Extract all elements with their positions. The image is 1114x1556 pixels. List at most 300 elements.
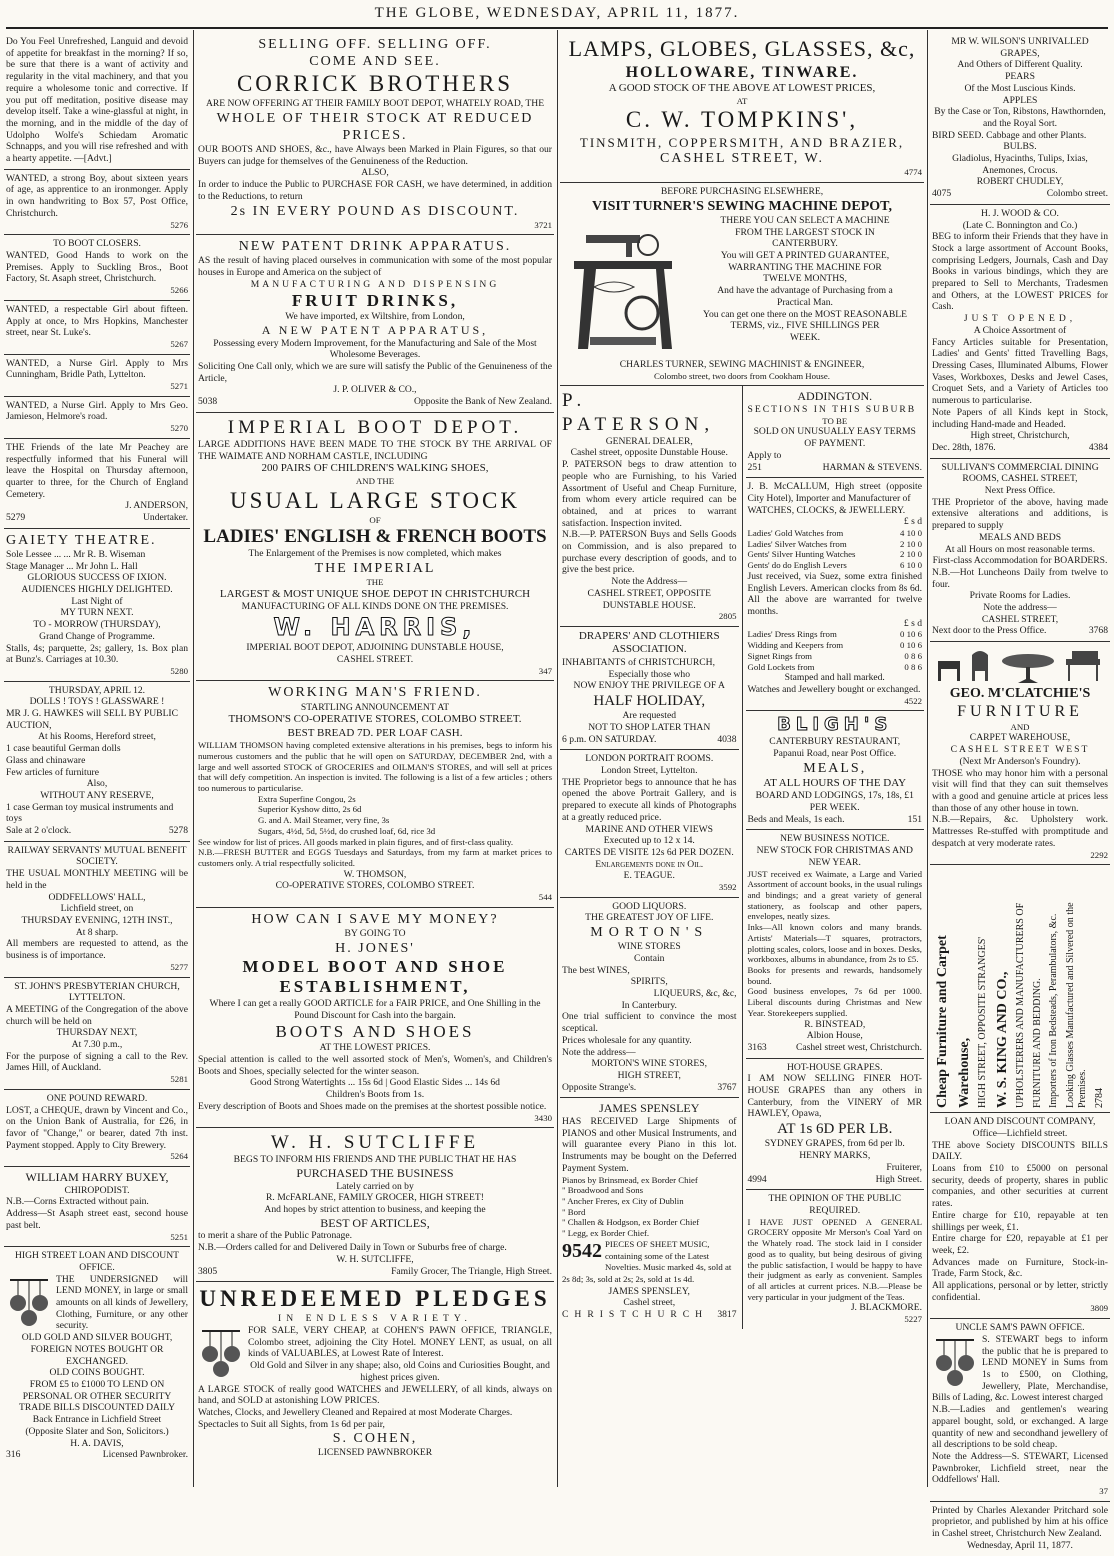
advert-sutcliffe <box>196 1128 554 1282</box>
advert-text: A MEETING of the Congregation of the above church will be held on <box>6 1003 188 1027</box>
advert-line: LIQUEURS, &c, &c, <box>653 988 737 1000</box>
advert-line: to merit a share of the Public Patronage. <box>198 1230 352 1242</box>
advert-signature: H. A. DAVIS, <box>70 1437 124 1449</box>
advert-signature: R. BINSTEAD, <box>804 1018 866 1030</box>
advert-line: THERE YOU CAN SELECT A MACHINE <box>720 214 890 226</box>
advert-title: BOOTS AND SHOES <box>275 1021 475 1041</box>
advert-text: N.B.—P. PATERSON Buys and Sells Goods on Commission, and is also prepared to purchase every description of goods, and to give the best price. <box>562 529 737 576</box>
advert-number: 2292 <box>1090 849 1108 860</box>
advert-line: Sole Lessee ... ... Mr R. B. Wiseman <box>6 548 146 560</box>
advert-line: And have the advantage of Purchasing from a <box>717 285 893 297</box>
advert-line: Colombo street. <box>1046 188 1108 200</box>
advert-number: 544 <box>538 892 552 903</box>
advert-line: R. McFARLANE, FAMILY GROCER, HIGH STREET! <box>266 1192 484 1204</box>
advert-line: GENERAL DEALER, <box>605 435 693 447</box>
advert-line: THURSDAY EVENING, 12TH INST., <box>21 914 173 926</box>
advert-line: Stalls, 4s; parquette, 2s; gallery, 1s. Box plan at Bunz's. Carriages at 10.30. <box>6 642 188 666</box>
advert-line: Warehouse, <box>956 1038 972 1109</box>
advert-line: Of the Most Luscious Kinds. <box>964 82 1076 94</box>
advert-line: AT ALL HOURS OF THE DAY <box>763 776 907 789</box>
advert-line: Good business envelopes, 7s 6d per 1000. Liberal discounts during Christmas and New Year. Storekeepers supplied. <box>747 986 922 1018</box>
imprint-text: Printed by Charles Alexander Pritchard sole proprietor, and published by him at his office in Cashel street, Christchurch New Zealand. <box>932 1504 1108 1540</box>
advert-text: WANTED, a Nurse Girl. Apply to Mrs Cunningham, Bridle Path, Lyttelton. <box>6 357 188 381</box>
price-row <box>748 528 923 539</box>
price-item: Ladies' Silver Watches from <box>747 538 847 549</box>
furniture-icon <box>932 645 1108 685</box>
advert-title: P. PATERSON, <box>562 390 716 435</box>
advert-text: WANTED, a respectable Girl about fifteen. Apply at once, to Mrs Hopkins, Manchester street, near St. Luke's. <box>6 303 188 339</box>
advert-line: High street, Christchurch, <box>970 430 1070 442</box>
advert-line: Children's Boots from 1s. <box>325 1089 425 1101</box>
advert-line: Stage Manager ... Mr John L. Hall <box>6 560 138 572</box>
price-row <box>748 640 923 651</box>
advert-paterson <box>560 386 739 627</box>
advert-line: See window for list of prices. All goods marked in plain figures, and of first-class quality. <box>198 836 514 847</box>
advert-heading: DRAPERS' AND CLOTHIERS ASSOCIATION. <box>578 629 720 656</box>
advert-line: N.B.—Orders called for and Delivered Daily in Town or Suburbs free of charge. <box>198 1242 507 1254</box>
advert-number: 37 <box>1099 1486 1108 1497</box>
advert-heading: LOAN AND DISCOUNT COMPANY, <box>944 1116 1096 1128</box>
advert-hothouse-grapes <box>746 1059 925 1191</box>
advert-buxey <box>4 1167 190 1247</box>
advert-wanted-boy <box>4 170 190 236</box>
advert-line: CASHEL STREET, OPPOSITE DUNSTABLE HOUSE. <box>587 587 711 611</box>
advert-number: 5277 <box>170 961 188 972</box>
advert-line: THURSDAY NEXT, <box>56 1027 138 1039</box>
advert-line: Entire charge for £20, repayable at £1 per week, £2. <box>932 1233 1108 1256</box>
advert-line: (Opposite Slater and Son, Solicitors.) <box>25 1425 169 1437</box>
advert-line: Albion House, <box>806 1030 863 1042</box>
advert-title: BLIGH'S <box>777 714 893 736</box>
advert-line: IMPERIAL BOOT DEPOT, ADJOINING DUNSTABLE HOUSE, <box>246 642 504 654</box>
advert-text: SECTIONS IN THIS SUBURB <box>747 404 917 415</box>
advert-line: TO - MORROW (THURSDAY), <box>33 619 161 631</box>
advert-gaiety-theatre <box>4 529 190 682</box>
advert-line: CHIROPODIST. <box>64 1184 130 1196</box>
advert-line: The Enlargement of the Premises is now completed, which makes <box>248 548 502 560</box>
advert-line: SYDNEY GRAPES, from 6d per lb. <box>764 1138 905 1150</box>
advert-line: NOW ENJOY THE PRIVILEGE OF A <box>573 680 725 692</box>
advert-number: 5227 <box>904 1314 922 1325</box>
masthead: THE GLOBE, WEDNESDAY, APRIL 11, 1877. <box>374 5 740 21</box>
advert-title: UNREDEEMED PLEDGES <box>199 1286 551 1312</box>
advert-line: Next door to the Press Office. <box>932 625 1047 637</box>
advert-line: WARRANTING THE MACHINE FOR <box>728 261 882 273</box>
advert-number: 4384 <box>1088 441 1108 453</box>
advert-text: WILLIAM THOMSON having completed extensive alterations in his premises, begs to inform his numerous customers and the public that he will open on SATURDAY, DECEMBER 2nd, with a large and well assorted STOCK of GROCERIES and OILMAN'S STORES, and will sell at prices that will defy competition. An inspection is invited. The following is a list of a few articles ; others too numerous to particularise. <box>198 740 552 793</box>
advert-number: 5281 <box>170 1074 188 1085</box>
advert-nurse-girl-2 <box>4 397 190 439</box>
advert-role: LICENSED PAWNBROKER <box>317 1447 433 1459</box>
column-rule <box>927 30 928 1487</box>
advert-line: One trial sufficient to convince the most sceptical. <box>562 1011 737 1035</box>
advert-number: 3767 <box>717 1081 737 1093</box>
advert-line: Pianos by Brinsmead, ex Border Chief " Broadwood and Sons " Ancher Freres, ex City of Dublin " Bord " Challen & Hodgson, ex Border Chief " Legg, ex Border Chief. <box>562 1174 700 1239</box>
advert-blackmore <box>746 1190 925 1329</box>
advert-drink-apparatus <box>196 235 554 412</box>
advert-heading: HIGH STREET LOAN AND DISCOUNT OFFICE. <box>15 1250 179 1273</box>
advert-title: H. JONES' <box>335 940 415 956</box>
advert-line: NEW STOCK FOR CHRISTMAS AND NEW YEAR. <box>756 845 913 868</box>
advert-line: HIGH STREET, <box>617 1069 681 1081</box>
advert-line: IN ENDLESS VARIETY. <box>278 1313 472 1325</box>
advert-line: AT <box>736 95 748 106</box>
advert-line: MANUFACTURING OF ALL KINDS DONE ON THE PREMISES. <box>241 601 509 613</box>
advert-heading: APPLES <box>1002 94 1038 106</box>
advert-line: Private Rooms for Ladies. <box>969 590 1071 602</box>
advert-heading: WHOLE OF THEIR STOCK AT REDUCED PRICES. <box>216 110 534 143</box>
advert-line: TRADE BILLS DISCOUNTED DAILY <box>19 1402 175 1414</box>
advert-number: 5264 <box>170 1151 188 1162</box>
advert-line: Prices wholesale for any quantity. <box>562 1034 692 1046</box>
advert-text: Note the Address—S. STEWART, Licensed Pawnbroker, Lichfield street, near the Oddfellows' Hall. <box>932 1450 1108 1486</box>
advert-line: A GOOD STOCK OF THE ABOVE AT LOWEST PRICES, <box>608 82 876 95</box>
advert-number: 251 <box>747 461 762 473</box>
advert-text: Fancy Articles suitable for Presentation, Ladies' and Gents' fitted Travelling Bags, Dressing Cases, Illuminated Albums, Flower Vases, Workboxes, Desks and Jewel Cases, Croquet Sets, and a Variety of Articles too numerous to particularise. <box>932 336 1108 407</box>
advert-tompkins <box>560 33 924 183</box>
advert-line: THE <box>366 577 384 588</box>
column-3-split <box>560 386 924 1329</box>
advert-title: FRUIT DRINKS, <box>291 290 459 310</box>
advert-number: 4075 <box>932 188 952 200</box>
advert-title: VISIT TURNER'S SEWING MACHINE DEPOT, <box>592 198 892 214</box>
advert-line: UPHOLSTERERS AND MANUFACTURERS OF <box>1015 903 1027 1109</box>
advert-portrait-rooms <box>560 750 739 897</box>
advert-number: 5270 <box>170 423 188 434</box>
advert-text: THE Proprietor begs to announce that he has opened the above Portrait Gallery, and is prepared to execute all kinds of Photographs at a greatly reduced price. <box>562 776 737 823</box>
advert-text: In order to induce the Public to PURCHASE FOR CASH, we have determined, in addition to the Reductions, to return <box>198 179 552 202</box>
price-value: 0 10 6 <box>900 629 922 640</box>
pawnbroker-balls-icon <box>932 1336 978 1388</box>
advert-nurse-girl-1 <box>4 355 190 397</box>
advert-line: THE GREATEST JOY OF LIFE. <box>585 912 714 924</box>
advert-number: 151 <box>907 813 922 825</box>
advert-title: W. HARRIS, <box>273 613 477 642</box>
advert-line: BOARD AND LODGINGS, 17s, 18s, £1 PER WEEK. <box>755 790 914 813</box>
advert-addington <box>746 386 925 478</box>
advert-line: N.B.—Hot Luncheons Daily from twelve to four. <box>932 566 1108 590</box>
advert-line: Papanui Road, near Post Office. <box>773 748 897 760</box>
advert-line: And Others of Different Quality. <box>957 59 1083 71</box>
column-1 <box>4 33 190 1487</box>
advert-heading: NEW PATENT DRINK APPARATUS. <box>238 239 512 255</box>
advert-number: 4038 <box>717 733 737 745</box>
price-value: 2 10 0 <box>900 538 922 549</box>
advert-text: I AM NOW SELLING FINER HOT-HOUSE GRAPES than any others in Canterbury, from the VINERY of MR HAWLEY, Opawa, <box>747 1073 922 1120</box>
advert-title: C. W. TOMPKINS', <box>625 107 859 133</box>
advert-text: THE USUAL MONTHLY MEETING will be held in the <box>6 868 188 891</box>
advert-line: MANUFACTURING AND DISPENSING <box>250 278 500 290</box>
advert-line: BEST BREAD 7D. PER LOAF CASH. <box>287 726 463 739</box>
column-rule <box>193 30 194 1487</box>
advert-line: High Street. <box>875 1173 922 1185</box>
advert-line: The best WINES, <box>562 964 630 976</box>
advert-line: Books for presents and rewards, handsomely bound. <box>747 964 922 986</box>
advert-line: And hopes by strict attention to business, and keeping the <box>264 1204 486 1216</box>
price-value: 0 8 6 <box>904 650 922 661</box>
advert-signature: JAMES SPENSLEY, <box>608 1285 690 1297</box>
price-value: 0 10 6 <box>900 640 922 651</box>
advert-number: 316 <box>6 1449 21 1461</box>
advert-line: You will GET A PRINTED GUARANTEE, <box>720 250 890 262</box>
advert-text: Just received, via Suez, some extra finished English Levers. American clocks from 8s 6d. All the above are warranted for twelve months. <box>747 570 922 618</box>
advert-heading: JUST OPENED, <box>963 313 1077 325</box>
advert-line: Executed up to 12 x 14. <box>603 835 695 847</box>
advert-line: Entire charge for £10, repayable at ten shillings per week, £1. <box>932 1209 1108 1233</box>
advert-line: WINE STORES <box>617 941 681 953</box>
advert-number: 3163 <box>747 1041 767 1053</box>
advert-heading: NEW BUSINESS NOTICE. <box>780 833 890 845</box>
advert-text: I HAVE JUST OPENED A GENERAL GROCERY opposite Mr Merson's Coal Yard on the Whately road. The stock laid in I consider good as to quality, but being desirous of giving the public satisfaction, I would be happy to have their judgment as early as convenient. Samples of all articles at current prices. N.B.—Please be very particular in your judgment of the Teas. <box>747 1216 922 1302</box>
column-2 <box>196 33 554 1487</box>
advert-number: 5271 <box>170 381 188 392</box>
advert-line: Possessing every Modern Improvement, for the Manufacturing and Sale of the Most Wholesome Beverages. <box>213 337 537 361</box>
advert-reward <box>4 1090 190 1167</box>
advert-text: BEGS TO INFORM HIS FRIENDS AND THE PUBLIC THAT HE HAS <box>233 1154 517 1166</box>
price-item: Widding and Keepers from <box>747 640 844 651</box>
advert-line: Cashel street west, Christchurch. <box>795 1041 922 1053</box>
king-vertical-text <box>932 868 1108 1108</box>
advert-line: AUDIENCES HIGHLY DELIGHTED. <box>21 583 173 595</box>
advert-text: WANTED, a strong Boy, about sixteen years of age, as apprentice to an ironmonger. Apply in own handwriting to Box 57, Post Office, Christchurch. <box>6 172 188 219</box>
advert-line: Family Grocer, The Triangle, High Street. <box>391 1265 552 1277</box>
advert-line: CASHEL STREET WEST <box>950 744 1090 756</box>
advert-text: A LARGE STOCK of really good WATCHES and JEWELLERY, of all kinds, always on hand, and SOLD at astonishing LOW PRICES. <box>198 1383 552 1407</box>
advert-line: Importers of Iron Bedsteads, Perambulators, &c. <box>1048 913 1060 1109</box>
column-4 <box>930 33 1110 1551</box>
advert-line: N.B.—FRESH BUTTER and EGGS Tuesdays and Saturdays, from my farm at market prices to customers only. A trial respectfully solicited. <box>198 847 552 868</box>
imprint <box>930 1502 1110 1556</box>
advert-st-johns <box>4 978 190 1090</box>
advert-line: Beds and Meals, 1s each. <box>747 813 845 825</box>
advert-line: 200 PAIRS OF CHILDREN'S WALKING SHOES, <box>261 462 489 475</box>
advert-heading: H. J. WOOD & CO. <box>981 207 1059 219</box>
advert-line: THOMSON'S CO-OPERATIVE STORES, COLOMBO STREET. <box>228 713 522 726</box>
advert-line: MY TURN NEXT. <box>60 607 134 619</box>
advert-line: CO-OPERATIVE STORES, COLOMBO STREET. <box>275 880 475 892</box>
advert-heading: SULLIVAN'S COMMERCIAL DINING ROOMS, CASHEL STREET, <box>941 461 1099 485</box>
advert-line: Gladiolus, Hyacinths, Tulips, Ixias, Anemones, Crocus. <box>952 153 1088 176</box>
advert-line: AND THE <box>355 475 395 486</box>
advert-line: All members are requested to attend, as the business is of importance. <box>6 938 188 962</box>
advert-text: P. PATERSON begs to draw attention to people who are Furnishing, to his Varied Assortment of Useful and Cheap Furniture, from whom every article required can be obtained, and at prices to warrant satisfaction. Inspection invited. <box>562 459 737 529</box>
price-row <box>748 549 923 560</box>
advert-line: SPIRITS, <box>630 976 668 988</box>
advert-line: CANTERBURY RESTAURANT, <box>769 736 901 748</box>
advert-line: TINSMITH, COPPERSMITH, AND BRAZIER, <box>579 134 905 150</box>
advert-heading: MR W. WILSON'S UNRIVALLED GRAPES, <box>951 36 1089 59</box>
price-item: Gold Lockets from <box>747 661 815 672</box>
advert-line: Address—St Asaph street east, second house past belt. <box>6 1208 188 1231</box>
price-row <box>748 629 923 640</box>
advert-text: AS the result of having placed ourselves in communication with some of the most popular houses in Europe and America on the subject of <box>198 255 552 279</box>
advert-line: 1 case beautiful German dolls Glass and chinaware Few articles of furniture <box>6 743 121 778</box>
advert-text: LOST, a CHEQUE, drawn by Vincent and Co., on the Union Bank of Australia, for £26, in favor of "Change," or bearer, dated 7th inst. Payment stopped. Apply to City Brewery. <box>6 1104 188 1151</box>
advert-text: MR J. G. HAWKES will SELL BY PUBLIC AUCTION, <box>6 708 179 731</box>
advert-title: JAMES SPENSLEY <box>599 1101 700 1116</box>
advert-text: N.B.—Repairs, &c. Upholstery work. Mattresses Re-stuffed with promptitude and despatch at very moderate rates. <box>932 814 1108 849</box>
price-value: 4 10 0 <box>900 528 922 539</box>
advert-line: You can get one there on the MOST REASONABLE <box>702 308 908 320</box>
advert-line: AND <box>1010 721 1030 732</box>
advert-title: LAMPS, GLOBES, GLASSES, &c, <box>568 36 916 61</box>
advert-line: 1 case German toy musical instruments and toys <box>6 801 174 825</box>
advert-uncle-sam <box>930 1319 1110 1502</box>
advert-text: Inks—All known colors and many brands. Artists' Materials—T squares, protractors, plotting scales, colors, loose and in boxes. Desks, workboxes, albums in abundance, from 2s to £5. <box>747 922 922 965</box>
advert-number: 5278 <box>168 825 188 837</box>
advert-number: 5266 <box>170 285 188 296</box>
advert-title: WORKING MAN'S FRIEND. <box>268 685 482 701</box>
advert-line: WEEK. <box>789 331 821 343</box>
advert-line: A Choice Assortment of <box>973 324 1067 336</box>
advert-line: Fruiterer, <box>886 1161 922 1173</box>
advert-signature: CHARLES TURNER, SEWING MACHINIST & ENGINEER, <box>619 358 865 370</box>
advert-text: WANTED, a Nurse Girl. Apply to Mrs Geo. Jamieson, Helmore's road. <box>6 399 188 423</box>
advert-line: Office—Lichfield street. <box>972 1127 1068 1139</box>
advert-heading: 2s IN EVERY POUND AS DISCOUNT. <box>230 203 520 219</box>
advert-line: OLD GOLD AND SILVER BOUGHT, FOREIGN NOTES BOUGHT OR EXCHANGED. <box>21 1332 173 1367</box>
advert-title: USUAL LARGE STOCK <box>230 487 520 513</box>
advert-line: CASHEL STREET, <box>981 613 1059 625</box>
advert-number: 2805 <box>718 611 737 622</box>
advert-line: CANTERBURY. <box>772 238 838 250</box>
advert-line: Watches, Clocks, and Jewellery Cleaned and Repaired at most Moderate Charges. <box>198 1406 513 1418</box>
advert-line: Watches and Jewellery bought or exchanged. <box>747 684 921 696</box>
advert-number: 3592 <box>718 882 737 893</box>
advert-text: THE Proprietor of the above, having made extensive alterations and additions, is prepared to supply <box>932 496 1108 532</box>
advert-number: 3809 <box>1090 1303 1108 1314</box>
advert-number: 4774 <box>904 167 922 178</box>
advert-line: Good Strong Watertights ... 15s 6d | Good Elastic Sides ... 14s 6d <box>250 1077 500 1089</box>
advert-line: Cheap Furniture and Carpet <box>935 935 951 1109</box>
price-row <box>748 662 923 673</box>
advert-line: Opposite the Bank of New Zealand. <box>413 396 552 408</box>
advert-line: 6 p.m. ON SATURDAY. <box>562 733 657 745</box>
advert-text: Do You Feel Unrefreshed, Languid and devoid of appetite for breakfast in the morning? If so, be sure that there is a want of activity and regularity in the vital machinery, and that you require a wholesome tonic and corrective. If you put off meditation, positive disease may develop itself. Take a wine-glassful at night, in the morning, and in the middle of the day of Udolpho Wolfe's Schiedam Aromatic Schnapps, and you will rise refreshed and with a hearty appetite. —[Advt.] <box>6 36 188 165</box>
advert-text: WANTED, Good Hands to work on the Premises. Apply to Suckling Bros., Boot Factory, St. Asaph street, Christchurch. <box>6 249 188 285</box>
advert-number: 5276 <box>170 219 188 230</box>
advert-role: Undertaker. <box>142 512 188 524</box>
advert-line: Note the address— <box>983 602 1057 614</box>
advert-heading: LONDON PORTRAIT ROOMS. <box>585 753 714 765</box>
advert-binstead <box>746 830 925 1058</box>
advert-heading: DOLLS ! TOYS ! GLASSWARE ! <box>29 696 165 708</box>
advert-title: IMPERIAL BOOT DEPOT. <box>227 416 523 438</box>
advert-line: STARTLING ANNOUNCEMENT AT <box>300 701 450 713</box>
advert-line: At 7.30 p.m., <box>71 1039 123 1051</box>
advert-line: THE IMPERIAL <box>314 561 436 577</box>
advert-mccallum <box>746 478 925 711</box>
advert-text: FOR SALE, VERY CHEAP, at COHEN'S PAWN OFFICE, TRIANGLE, Colombo street, adjoining the City Hotel. MONEY LENT, as usual, on all kinds of VALUABLES, at Lowest Rate of Interest. <box>248 1325 552 1360</box>
advert-number: 347 <box>538 665 552 676</box>
advert-spensley <box>560 1098 739 1324</box>
advert-heading: ONE POUND REWARD. <box>46 1092 148 1104</box>
advert-title: W. H. SUTCLIFFE <box>270 1132 480 1154</box>
price-row <box>748 651 923 662</box>
advert-line: TERMS, viz., FIVE SHILLINGS PER <box>730 320 880 332</box>
advert-title: MODEL BOOT AND SHOE ESTABLISHMENT, <box>242 956 508 997</box>
advert-number: 3721 <box>534 219 552 230</box>
advert-heading: SELLING OFF. SELLING OFF. <box>258 37 492 52</box>
advert-schnapps <box>4 33 190 170</box>
advert-line: TO BE <box>822 415 848 426</box>
advert-loan-discount <box>930 1113 1110 1319</box>
price-value: 0 8 6 <box>904 661 922 672</box>
advert-heading: WILLIAM HARRY BUXEY, <box>25 1170 169 1185</box>
advert-heading: MEALS, <box>803 760 867 776</box>
column-3-right <box>743 386 925 1329</box>
advert-line: Colombo street, two doors from Cookham House. <box>654 370 830 381</box>
advert-line: All applications, personal or by letter, strictly confidential. <box>932 1280 1108 1303</box>
advert-line: SOLD ON UNUSUALLY EASY TERMS OF PAYMENT. <box>753 426 916 450</box>
advert-text: OUR BOOTS AND SHOES, &c., have Always been Marked in Plain Figures, so that our Buyers can judge for themselves of the Genuineness of the Reduction. <box>198 144 552 167</box>
price-value: 6 10 0 <box>900 560 922 571</box>
advert-line: FROM THE LARGEST STOCK IN <box>735 226 875 238</box>
advert-line: HIGH STREET, OPPOSITE STRANGES' <box>977 937 989 1109</box>
advert-signature: E. TEAGUE. <box>623 870 675 882</box>
advert-funeral <box>4 439 190 529</box>
advert-text: N.B.—Ladies and gentlemen's wearing apparel bought, sold, or exchanged. A large quantity of new and secondhand jewellery of all descriptions to be sold cheap. <box>932 1404 1108 1451</box>
advert-line: BY GOING TO <box>344 927 406 939</box>
advert-line: Also, <box>86 778 108 790</box>
price-item: Ladies' Gold Watches from <box>747 528 844 539</box>
advert-line: We have imported, ex Wiltshire, from London, <box>285 311 465 323</box>
advert-line: Sale at 2 o'clock. <box>6 825 72 837</box>
advert-heading: HOT-HOUSE GRAPES. <box>786 1061 883 1073</box>
advert-text: Special attention is called to the well assorted stock of Men's, Women's, and Children's Boots and Shoes, specially selected for the winter season. <box>198 1054 552 1077</box>
advert-line: Note Papers of all Kinds kept in Stock, including Hand-made and Headed. <box>932 406 1108 430</box>
advert-text: J. B. McCALLUM, High street (opposite City Hotel), Importer and Manufacturer of <box>747 481 922 504</box>
advert-line: (Next Mr Anderson's Foundry). <box>959 755 1081 767</box>
advert-line: AT THE LOWEST PRICES. <box>319 1042 431 1054</box>
advert-corrick-brothers <box>196 33 554 235</box>
advert-line: BEST OF ARTICLES, <box>320 1215 430 1230</box>
advert-signature: J. BLACKMORE. <box>850 1302 922 1314</box>
advert-title: CORRICK BROTHERS <box>236 71 514 97</box>
price-item: Gents' do do English Levers <box>747 560 847 571</box>
advert-signature: ROBERT CHUDLEY, <box>976 176 1064 188</box>
advert-sullivan <box>930 459 1110 643</box>
advert-drapers <box>560 627 739 750</box>
advert-heading: RAILWAY SERVANTS' MUTUAL BENEFIT SOCIETY. <box>7 844 187 868</box>
advert-number: 3805 <box>198 1265 218 1277</box>
advert-line: CHRISTCHURCH <box>562 1309 709 1321</box>
advert-text: S. STEWART begs to inform the public that he is prepared to LEND MONEY in Sums from 1s to £500, on Clothing, Jewellery, Plate, Merchandise, Bills of Lading, &c. Lowest interest charged <box>932 1333 1108 1404</box>
advert-text: PIECES OF SHEET MUSIC, containing some of the Latest Novelties. Music marked 4s, sold at 2s 8d; 3s, sold at 2s; 2s, sold at 1s 4d. <box>562 1238 732 1284</box>
advert-line: Dec. 28th, 1876. <box>932 441 996 453</box>
advert-line: BIRD SEED. Cabbage and other Plants. <box>932 129 1087 141</box>
advert-text: LARGE ADDITIONS HAVE BEEN MADE TO THE STOCK BY THE ARRIVAL OF THE WAIMATE AND NORHAM CASTLE, INCLUDING <box>198 439 552 462</box>
advert-turner-sewing <box>560 183 924 386</box>
advert-line: By the Case or Ton, Ribstons, Hawthornden, and the Royal Sort. <box>934 106 1106 129</box>
advert-line: MORTON'S WINE STORES, <box>591 1058 707 1070</box>
price-header: £ s d <box>903 617 922 629</box>
advert-title: MORTON'S <box>590 925 709 941</box>
advert-line: W. S. KING AND CO., <box>994 971 1010 1109</box>
advert-line: At his Rooms, Hereford street, <box>38 731 156 743</box>
advert-line: Practical Man. <box>777 296 833 308</box>
advert-line: OLD COINS BOUGHT. <box>49 1367 145 1379</box>
advert-text: THE Friends of the late Mr Peachey are respectfully informed that his Funeral will leave the Hospital on Thursday afternoon, quarter to three, for the Church of England Cemetery. <box>6 441 188 500</box>
advert-text: Loans from £10 to £5000 on personal security, deeds of property, shares in public companies, and other securities at current rates. <box>932 1163 1108 1210</box>
advert-heading: GAIETY THEATRE. <box>6 532 157 548</box>
advert-title: GEO. M'CLATCHIE'S <box>949 686 1091 702</box>
column-rule <box>557 30 558 1487</box>
advert-number: 5038 <box>198 396 218 408</box>
advert-line: N.B.—Corns Extracted without pain. <box>6 1196 149 1208</box>
advert-morton-wine <box>560 898 739 1099</box>
pawnbroker-balls-icon <box>198 1327 244 1379</box>
